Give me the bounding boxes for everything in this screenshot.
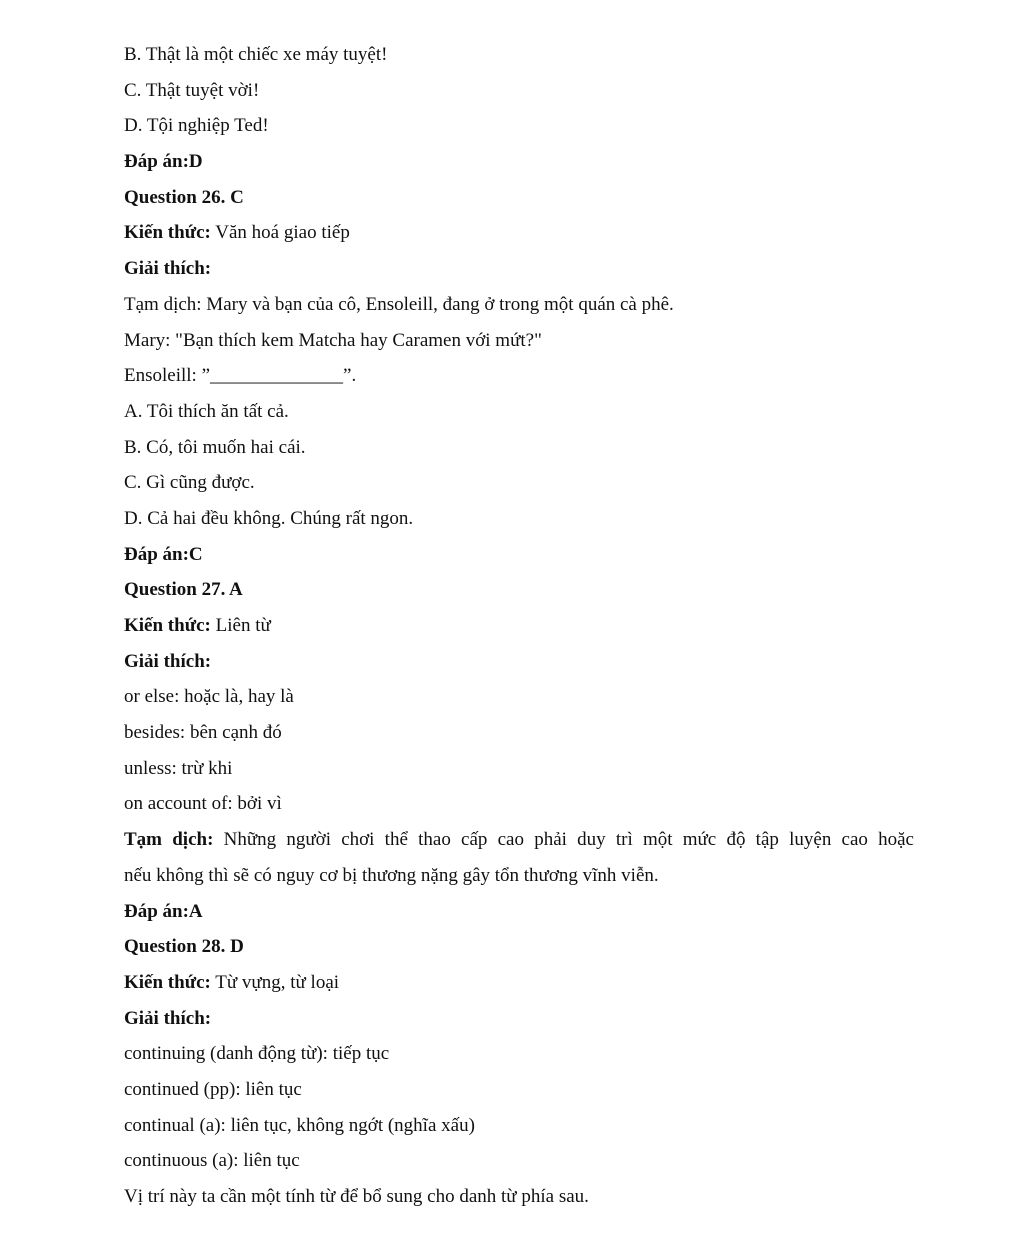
q26-explain-label: Giải thích: — [124, 258, 212, 280]
q26-knowledge — [124, 215, 914, 251]
q26-option-b: B. Có, tôi muốn hai cái. — [124, 436, 306, 458]
q26-answer: Đáp án:C — [124, 543, 203, 565]
q26-knowledge-label: Kiến thức: — [124, 222, 211, 244]
q26-option-d: D. Cả hai đều không. Chúng rất ngon. — [124, 507, 414, 529]
q27-translation-label: Tạm dịch: — [124, 829, 214, 851]
q27-unless: unless: trừ khi — [124, 757, 233, 779]
q28-title: Question 28. D — [124, 936, 244, 958]
q27-or-else: or else: hoặc là, hay là — [124, 686, 294, 708]
q27-explain-label: Giải thích: — [124, 650, 212, 672]
q25-option-d: D. Tội nghiệp Ted! — [124, 115, 269, 137]
q27-translation-text1: Những người chơi thể thao cấp cao phải duy trì một mức độ tập luyện cao hoặc — [213, 829, 914, 851]
q28-continuing: continuing (danh động từ): tiếp tục — [124, 1043, 390, 1065]
q26-translation: Tạm dịch: Mary và bạn của cô, Ensoleill, đang ở trong một quán cà phê. — [124, 293, 674, 315]
q28-note: Vị trí này ta cần một tính từ để bổ sung cho danh từ phía sau. — [124, 1186, 589, 1207]
q27-knowledge — [124, 608, 914, 644]
q27-translation-line2: nếu không thì sẽ có nguy cơ bị thương nặng gây tổn thương vĩnh viễn. — [124, 864, 659, 886]
q28-explain-label: Giải thích: — [124, 1007, 212, 1029]
q28-continual: continual (a): liên tục, không ngớt (nghĩa xấu) — [124, 1114, 475, 1136]
q27-translation-line1 — [124, 822, 914, 858]
q26-mary-line: Mary: "Bạn thích kem Matcha hay Caramen với mứt?" — [124, 329, 542, 351]
q26-title: Question 26. C — [124, 186, 244, 208]
q28-continued: continued (pp): liên tục — [124, 1078, 302, 1100]
q28-knowledge-value: Từ vựng, từ loại — [210, 971, 340, 993]
document-page — [124, 37, 914, 1215]
q26-option-a: A. Tôi thích ăn tất cả. — [124, 400, 289, 422]
q28-knowledge — [124, 965, 914, 1001]
q27-answer: Đáp án:A — [124, 900, 203, 922]
q27-knowledge-value: Liên từ — [210, 615, 271, 636]
q27-besides: besides: bên cạnh đó — [124, 722, 282, 744]
q25-option-c: C. Thật tuyệt vời! — [124, 79, 260, 101]
q27-on-account-of: on account of: bởi vì — [124, 793, 282, 815]
q25-option-b: B. Thật là một chiếc xe máy tuyệt! — [124, 44, 388, 65]
q26-ensoleill-line: Ensoleill: ”______________”. — [124, 365, 357, 387]
q26-knowledge-value: Văn hoá giao tiếp — [210, 222, 350, 244]
q27-knowledge-label: Kiến thức: — [124, 615, 211, 636]
q25-answer: Đáp án:D — [124, 151, 203, 173]
q28-continuous: continuous (a): liên tục — [124, 1150, 300, 1172]
q27-title: Question 27. A — [124, 579, 243, 601]
q26-option-c: C. Gì cũng được. — [124, 472, 255, 494]
q28-knowledge-label: Kiến thức: — [124, 971, 211, 993]
